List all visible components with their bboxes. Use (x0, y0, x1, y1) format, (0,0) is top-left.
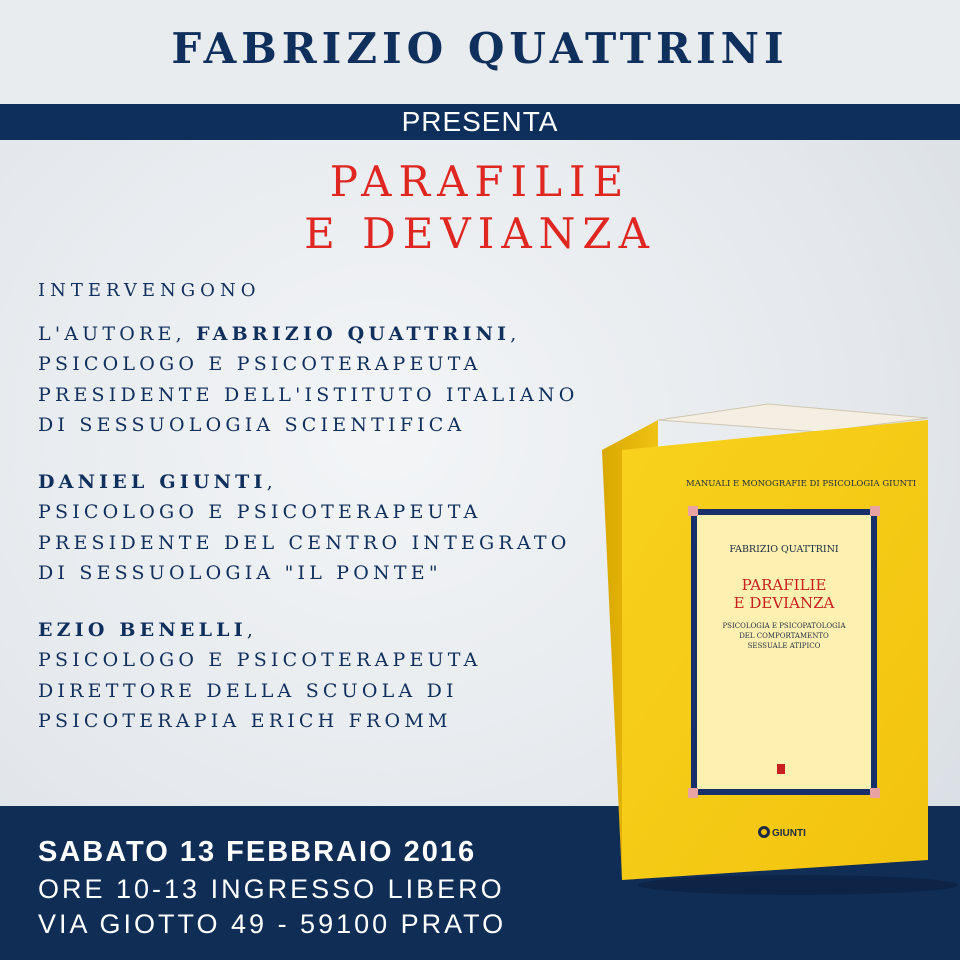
cover-publisher: GIUNTI (772, 828, 806, 839)
event-address: VIA GIOTTO 49 - 59100 PRATO (38, 909, 507, 939)
speaker-1-prefix: L'AUTORE, (38, 322, 197, 345)
speaker-1-comma: , (510, 322, 521, 345)
speaker-1-name-line (38, 323, 598, 354)
cover-subtitle-3: SESSUALE ATIPICO (747, 642, 821, 650)
speaker-3-institute: PSICOTERAPIA ERICH FROMM (38, 710, 452, 732)
publisher-logo-inner (761, 829, 767, 835)
panel-corner-bl (688, 788, 698, 798)
book-title (0, 156, 960, 260)
speaker-3-comma: , (246, 618, 258, 641)
speaker-3-position: DIRETTORE DELLA SCUOLA DI (38, 679, 458, 702)
book-cover-image (598, 380, 958, 900)
speaker-2-comma: , (266, 470, 277, 493)
cover-title-2: E DEVIANZA (733, 594, 835, 612)
book-shadow (638, 875, 958, 895)
presenta-label: PRESENTA (401, 106, 559, 137)
cover-subtitle-2: DEL COMPORTAMENTO (739, 632, 829, 640)
author-title: FABRIZIO QUATTRINI (171, 24, 789, 73)
speakers-heading: INTERVENGONO (38, 280, 261, 301)
event-info (38, 836, 506, 944)
speaker-3-role: PSICOLOGO E PSICOTERAPEUTA (38, 649, 482, 671)
speaker-1-institute: DI SESSUOLOGIA SCIENTIFICA (38, 414, 466, 436)
speaker-1-role: PSICOLOGO E PSICOTERAPEUTA (38, 353, 482, 375)
book-title-line1: PARAFILIE (329, 157, 631, 206)
cover-author: FABRIZIO QUATTRINI (729, 544, 839, 555)
speaker-3-name: EZIO BENELLI (38, 618, 247, 641)
event-date: SABATO 13 FEBBRAIO 2016 (38, 836, 477, 868)
speakers-section (38, 280, 598, 741)
panel-corner-tr (870, 506, 880, 516)
speaker-2-institute: DI SESSUOLOGIA "IL PONTE" (38, 562, 442, 584)
book-title-line2: E DEVIANZA (304, 209, 656, 258)
speaker-2-position: PRESIDENTE DEL CENTRO INTEGRATO (38, 531, 571, 554)
cover-series: MANUALI E MONOGRAFIE DI PSICOLOGIA GIUNTI (686, 479, 917, 489)
speaker-1-name: FABRIZIO QUATTRINI (196, 322, 511, 345)
speaker-3-name-line (38, 619, 598, 650)
cover-subtitle-1: PSICOLOGIA E PSICOPATOLOGIA (722, 622, 846, 630)
speaker-2-name: DANIEL GIUNTI (38, 470, 267, 493)
cover-title-1: PARAFILIE (741, 576, 827, 594)
speaker-1-position: PRESIDENTE DELL'ISTITUTO ITALIANO (38, 383, 579, 406)
speaker-2-role: PSICOLOGO E PSICOTERAPEUTA (38, 501, 482, 523)
event-time: ORE 10-13 INGRESSO LIBERO (38, 874, 505, 904)
panel-red-mark (777, 764, 785, 774)
speaker-2-name-line (38, 471, 598, 502)
panel-corner-br (870, 788, 880, 798)
panel-corner-tl (688, 506, 698, 516)
